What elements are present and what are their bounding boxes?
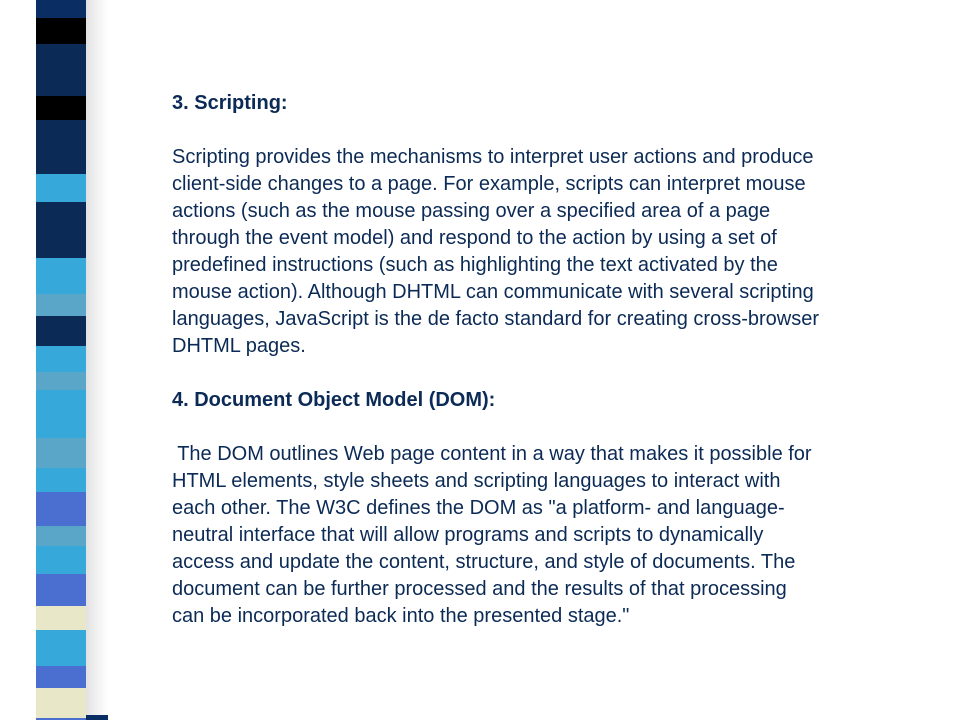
- stripe-block: [36, 606, 86, 630]
- stripe-block: [36, 390, 86, 416]
- spacer: [172, 414, 947, 441]
- stripe-block: [36, 666, 86, 688]
- section-3-line: through the event model) and respond to the action by using a set of: [172, 227, 777, 249]
- decorative-stripe-band: [36, 0, 86, 720]
- stripe-block: [36, 630, 86, 666]
- stripe-block: [36, 316, 86, 346]
- section-3-line: Scripting provides the mechanisms to interpret user actions and produce: [172, 146, 814, 168]
- stripe-block: [36, 234, 86, 258]
- stripe-block: [36, 372, 86, 390]
- stripe-block: [36, 66, 86, 96]
- stripe-block: [36, 0, 86, 18]
- spacer: [172, 117, 947, 144]
- stripe-block: [36, 18, 86, 44]
- stripe-block: [36, 492, 86, 526]
- section-4-line: access and update the content, structure, and style of documents. The: [172, 551, 796, 573]
- stripe-block: [36, 688, 86, 718]
- stripe-block: [36, 438, 86, 468]
- stripe-block: [36, 44, 86, 66]
- stripe-block: [36, 154, 86, 174]
- stripe-block: [36, 96, 86, 120]
- stripe-block: [36, 202, 86, 234]
- section-4-line: document can be further processed and the results of that processing: [172, 578, 787, 600]
- stripe-block: [36, 258, 86, 294]
- bottom-rule: [86, 715, 108, 720]
- section-3-line: mouse action). Although DHTML can communicate with several scripting: [172, 281, 814, 303]
- section-4-line: neutral interface that will allow programs and scripts to dynamically: [172, 524, 764, 546]
- stripe-block: [36, 574, 86, 606]
- section-4-line: can be incorporated back into the presented stage.": [172, 605, 630, 627]
- section-3-line: actions (such as the mouse passing over a specified area of a page: [172, 200, 771, 222]
- stripe-shadow: [86, 0, 108, 720]
- section-3-line: DHTML pages.: [172, 335, 306, 357]
- slide-content: [172, 90, 947, 630]
- stripe-block: [36, 174, 86, 202]
- stripe-block: [36, 546, 86, 574]
- section-4-line: HTML elements, style sheets and scripting languages to interact with: [172, 470, 781, 492]
- section-4-line: The DOM outlines Web page content in a way that makes it possible for: [172, 443, 812, 465]
- stripe-block: [36, 468, 86, 492]
- section-4-heading: 4. Document Object Model (DOM):: [172, 389, 496, 411]
- spacer: [172, 360, 947, 387]
- section-4-line: each other. The W3C defines the DOM as "a platform- and language-: [172, 497, 785, 519]
- section-3-heading: 3. Scripting:: [172, 92, 288, 114]
- stripe-block: [36, 526, 86, 546]
- stripe-block: [36, 294, 86, 316]
- section-3-line: client-side changes to a page. For example, scripts can interpret mouse: [172, 173, 806, 195]
- stripe-block: [36, 416, 86, 438]
- section-3-line: languages, JavaScript is the de facto standard for creating cross-browser: [172, 308, 819, 330]
- stripe-block: [36, 120, 86, 154]
- section-3-line: predefined instructions (such as highlighting the text activated by the: [172, 254, 778, 276]
- stripe-block: [36, 346, 86, 372]
